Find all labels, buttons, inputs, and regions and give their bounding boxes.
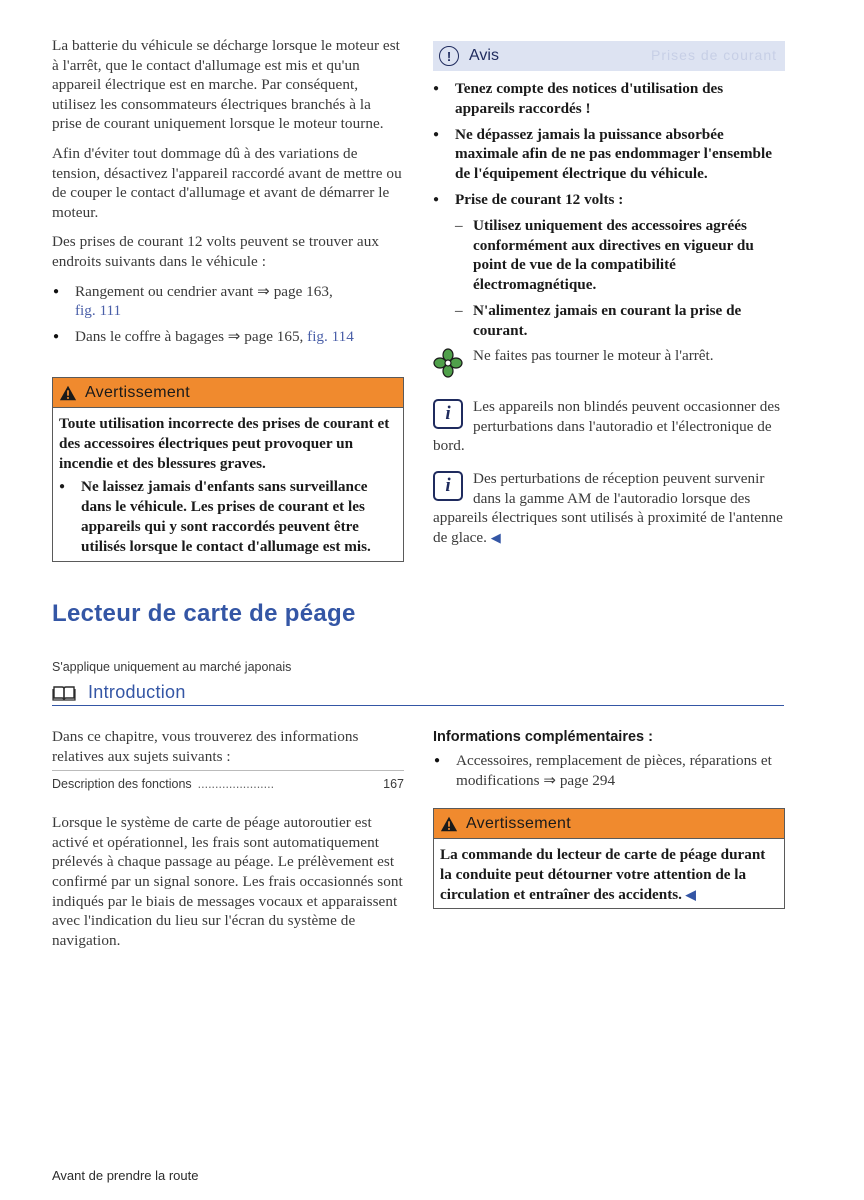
applicability-note: S'applique uniquement au marché japonais (52, 660, 292, 674)
list-item (52, 327, 404, 347)
paragraph-voltage: Afin d'éviter tout dommage dû à des variations de tension, désactivez l'appareil raccordé avant de mettre ou de couper le contact d'allumage et avant de démarrer le moteur. (52, 144, 402, 221)
intro-right-column (433, 729, 785, 796)
toc-label: Description des fonctions (52, 777, 192, 792)
info-text: Les appareils non blindés peuvent occasionner des perturbations dans l'autoradio et l'électronique de bord. (433, 398, 781, 455)
warning-header (434, 809, 784, 839)
list-item: ● Accessoires, remplacement de pièces, réparations et modifications ⇒ page 294 (433, 751, 785, 790)
warning-text: Toute utilisation incorrecte des prises de courant et des accessoires électriques peut provoquer un incendie et des blessures graves. (59, 415, 390, 472)
avis-box (433, 41, 785, 347)
environment-text: Ne faites pas tourner le moteur à l'arrêt. (473, 347, 714, 364)
warning-title: Avertissement (466, 814, 571, 832)
running-header-ghost: Prises de courant (651, 47, 777, 63)
warning-title: Avertissement (85, 383, 190, 401)
list-item-text: Dans le coffre à bagages ⇒ page 165, (75, 327, 304, 345)
end-of-section-marker: ◀ (490, 529, 501, 545)
avis-body (433, 79, 785, 341)
additional-info-heading: Informations complémentaires : (433, 729, 653, 745)
warning-box-electrical (52, 377, 404, 562)
warning-text (440, 845, 778, 904)
paragraph-battery: La batterie du véhicule se décharge lorsque le moteur est à l'arrêt, que le contact d'allumage est mis et qu'un appareil électrique est en marche. Par conséquent, utilisez les consommateurs électriques branchés à la prise de courant uniquement lorsque le moteur tourne. (52, 37, 400, 133)
warning-bullet: ● Ne laissez jamais d'enfants sans surveillance dans le véhicule. Les prises de courant et les appareils qui y sont raccordés peuvent être utilisés lorsque le contact d'allumage est mis. (59, 477, 397, 556)
info-icon: i (433, 471, 463, 501)
warning-body (434, 839, 784, 908)
warning-body (53, 408, 403, 561)
avis-header (433, 41, 785, 71)
warning-text-content: La commande du lecteur de carte de péage durant la conduite peut détourner votre attention de la circulation et entraîner des accidents. (440, 846, 766, 903)
warning-header (53, 378, 403, 408)
avis-bullet: ● Ne dépassez jamais la puissance absorbée maximale afin de ne pas endommager l'ensemble de l'équipement électrique du véhicule. (433, 125, 785, 184)
avis-sub-item: – N'alimentez jamais en courant la prise de courant. (433, 301, 785, 341)
introduction-title: Introduction (88, 682, 186, 702)
introduction-heading (52, 680, 784, 706)
paragraph-locations: Des prises de courant 12 volts peuvent se trouver aux endroits suivants dans le véhicule : (52, 233, 379, 270)
section-title: Lecteur de carte de péage (52, 600, 356, 627)
warning-triangle-icon (440, 815, 458, 833)
figure-link[interactable]: fig. 111 (75, 302, 122, 320)
end-of-section-marker: ◀ (685, 886, 696, 902)
environment-note (433, 346, 785, 378)
toc-leader-dots: ...................... (197, 777, 275, 792)
book-icon (52, 684, 76, 702)
toc-page-number: 167 (383, 777, 404, 792)
list-item (52, 282, 404, 321)
info-text: Des perturbations de réception peuvent survenir dans la gamme AM de l'autoradio lorsque des appareils électriques sont utilisés à proximité de l'antenne de glace. (433, 470, 783, 546)
notice-icon: ! (439, 46, 459, 66)
toll-description-paragraph: Lorsque le système de carte de péage autoroutier est activé et opérationnel, les frais sont automatiquement prélevés à chaque passage au péage. Le prélèvement est confirmé par un signal sonore. Les frais occasionnés sont indiqués par le biais de messages vocaux et apparaissent avec l'indication du lieu sur l'écran du système de navigation. (52, 814, 403, 949)
warning-box-driving (433, 808, 785, 909)
intro-left-column (52, 727, 404, 960)
avis-sub-item: – Utilisez uniquement des accessoires agréés conformément aux directives en vigueur du point de vue de la compatibilité électromagnétique. (433, 216, 785, 295)
info-note (433, 397, 785, 456)
avis-bullet: ● Tenez compte des notices d'utilisation des appareils raccordés ! (433, 79, 785, 119)
avis-title: Avis (469, 47, 499, 64)
info-icon: i (433, 399, 463, 429)
info-note (433, 469, 785, 547)
avis-bullet: ● Prise de courant 12 volts : (433, 190, 785, 210)
list-item-text: Rangement ou cendrier avant ⇒ page 163, (75, 282, 333, 300)
page-footer: Avant de prendre la route (52, 1168, 199, 1183)
flower-environment-icon (433, 348, 463, 378)
warning-triangle-icon (59, 384, 77, 402)
intro-paragraph: Dans ce chapitre, vous trouverez des informations relatives aux sujets suivants : (52, 728, 359, 765)
left-top-column (52, 36, 404, 352)
figure-link[interactable]: fig. 114 (307, 327, 354, 345)
toc-entry[interactable] (52, 770, 404, 791)
